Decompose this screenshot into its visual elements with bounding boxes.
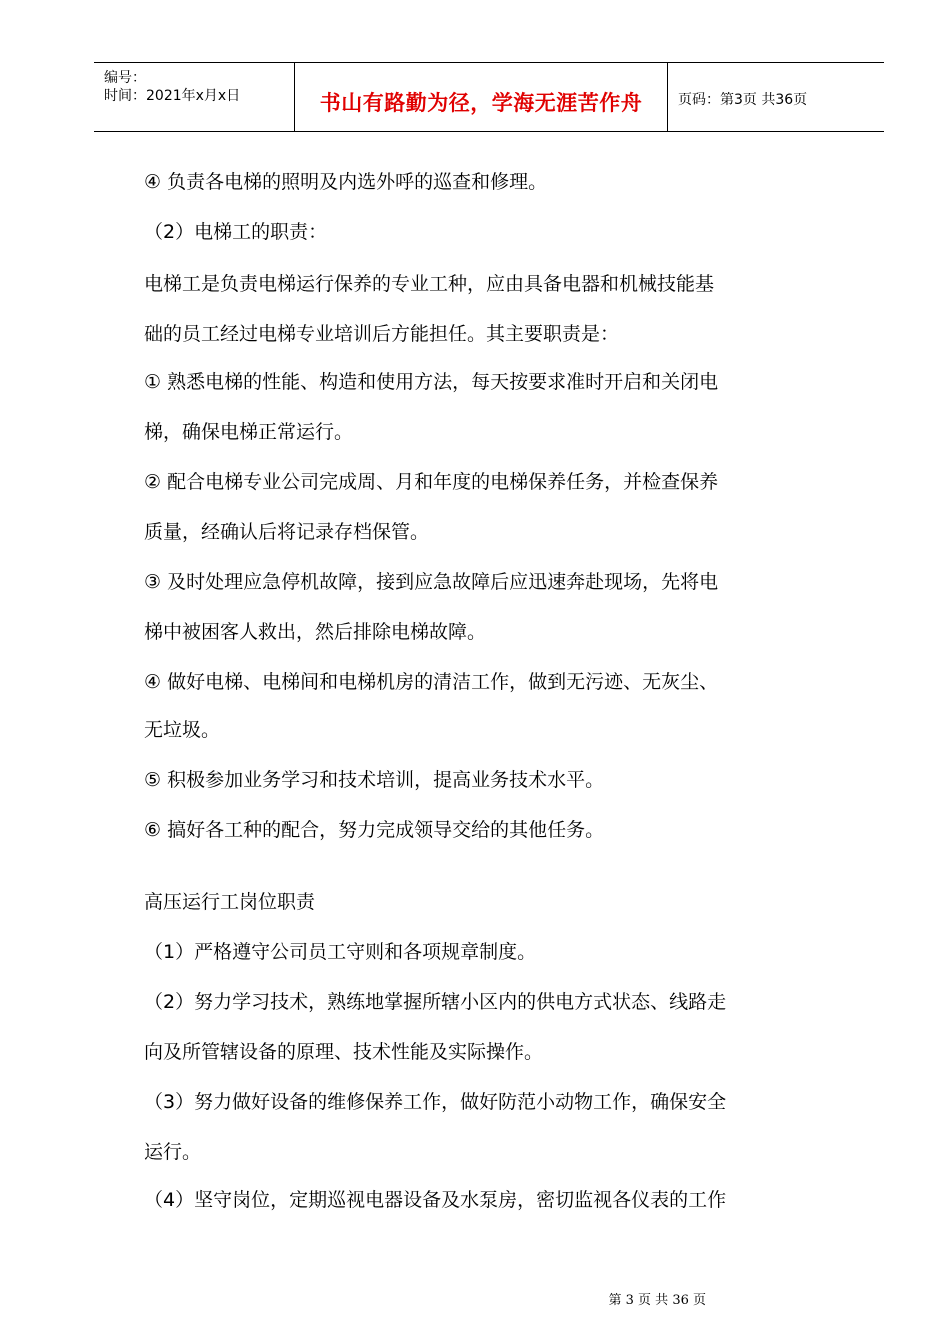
text-line: ① 熟悉电梯的性能、构造和使用方法，每天按要求准时开启和关闭电 [144,371,719,393]
text-line: ② 配合电梯专业公司完成周、月和年度的电梯保养任务，并检查保养 [144,471,719,493]
text-line: ⑥ 搞好各工种的配合，努力完成领导交给的其他任务。 [144,819,605,841]
header-motto: 书山有路勤为径，学海无涯苦作舟 [319,91,643,115]
text-line: （4）坚守岗位，定期巡视电器设备及水泵房，密切监视各仪表的工作 [144,1189,727,1211]
text-line: 础的员工经过电梯专业培训后方能担任。其主要职责是： [144,323,620,345]
header-motto-cell [295,63,668,131]
text-line: ⑤ 积极参加业务学习和技术培训，提高业务技术水平。 [144,769,605,791]
text-line: 梯，确保电梯正常运行。 [144,421,354,443]
text-line: ③ 及时处理应急停机故障，接到应急故障后应迅速奔赴现场，先将电 [144,571,719,593]
text-line: 质量，经确认后将记录存档保管。 [144,521,430,543]
text-line: ④ 做好电梯、电梯间和电梯机房的清洁工作，做到无污迹、无灰尘、 [144,671,719,693]
text-line: （2）电梯工的职责： [144,221,328,243]
header-meta-cell [94,63,295,131]
text-line: （3）努力做好设备的维修保养工作，做好防范小动物工作，确保安全 [144,1091,727,1113]
document-number-label: 编号： [104,70,146,86]
text-line: （2）努力学习技术，熟练地掌握所辖小区内的供电方式状态、线路走 [144,991,727,1013]
text-line: 梯中被困客人救出，然后排除电梯故障。 [144,621,487,643]
document-time-label: 时间：2021年x月x日 [104,88,241,104]
text-line: 电梯工是负责电梯运行保养的专业工种，应由具备电器和机械技能基 [144,273,715,295]
text-line: 无垃圾。 [144,719,221,741]
header-page-cell [668,63,884,131]
text-line: 运行。 [144,1141,202,1163]
text-line: （1）严格遵守公司员工守则和各项规章制度。 [144,941,537,963]
page-header [94,62,884,132]
section-heading: 高压运行工岗位职责 [144,891,316,913]
header-page-number: 页码：第3页 共36页 [678,92,808,108]
text-line: ④ 负责各电梯的照明及内选外呼的巡查和修理。 [144,171,548,193]
page-footer [0,1289,950,1308]
text-line: 向及所管辖设备的原理、技术性能及实际操作。 [144,1041,544,1063]
footer-page-number: 第 3 页 共 36 页 [608,1293,706,1308]
